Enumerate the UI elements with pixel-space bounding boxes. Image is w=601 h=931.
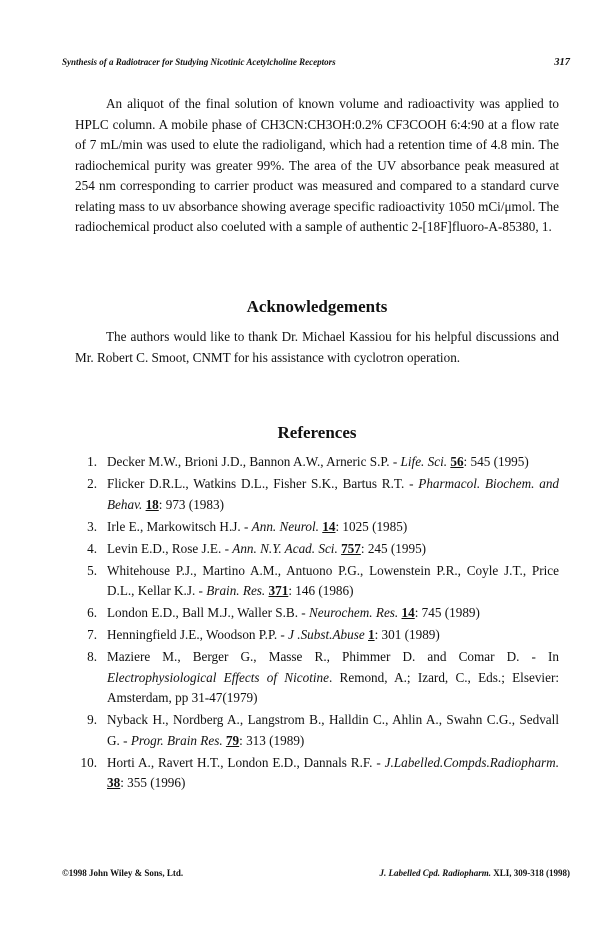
volume-citation: XLI, 309-318 (1998) [493, 868, 570, 878]
reference-authors: Decker M.W., Brioni J.D., Bannon A.W., Arneric S.P. - [107, 454, 401, 469]
reference-number: 3. [87, 518, 97, 534]
reference-number: 1. [87, 454, 97, 469]
reference-journal: Electrophysiological Effects of Nicotine [107, 669, 329, 685]
reference-authors: Flicker D.R.L., Watkins D.L., Fisher S.K., Bartus R.T. - [107, 476, 419, 491]
reference-number: 4. [87, 540, 97, 556]
page-number: 317 [554, 57, 570, 68]
reference-pages: : 545 (1995) [463, 454, 529, 469]
reference-authors: Levin E.D., Rose J.E. - [107, 540, 233, 556]
reference-authors: Irle E., Markowitsch H.J. - [107, 518, 252, 534]
reference-journal: Brain. Res. [206, 583, 266, 598]
journal-citation [379, 868, 570, 878]
reference-journal: Neurochem. Res. [309, 605, 399, 620]
reference-authors: Nyback H., Nordberg A., Langstrom B., Halldin C., Ahlin A., Swahn C.G., Sedvall G. - [107, 712, 559, 748]
reference-authors: Maziere M., Berger G., Masse R., Phimmer D. and Comar D. - In [107, 649, 559, 664]
reference-volume: 757 [341, 540, 361, 556]
running-title: Synthesis of a Radiotracer for Studying Nicotinic Acetylcholine Receptors [62, 57, 336, 67]
journal-name: J. Labelled Cpd. Radiopharm. [379, 868, 491, 878]
reference-volume: 38 [107, 775, 121, 790]
running-head [62, 57, 570, 67]
reference-number: 9. [87, 712, 97, 727]
page-footer [62, 868, 570, 878]
hplc-paragraph: An aliquot of the final solution of known volume and radioactivity was applied to HPLC column. A mobile phase of CH3CN:CH3OH:0.2% CF3COOH 6:4:90 at a flow rate of 7 mL/min was used to elute the radioligand, which had a retention time of 4.8 min. The radiochemical purity was greater 99%. The area of the UV absorbance peak measured at 254 nm corresponding to carrier product was measured and compared to a standard curve relating mass to uv absorbance showing average specific radioactivity 1050 mCi/μmol. The radiochemical product also coeluted with a sample of authentic 2-[18F]fluoro-A-85380, 1. [75, 96, 559, 234]
reference-journal: Progr. Brain Res. [130, 732, 223, 748]
reference-pages: : 973 (1983) [158, 496, 224, 512]
reference-volume: 56 [450, 454, 464, 469]
reference-item [75, 647, 559, 709]
reference-item [75, 517, 559, 538]
reference-item [75, 753, 559, 794]
reference-item [75, 710, 559, 751]
reference-item [75, 603, 559, 624]
reference-pages: : 1025 (1985) [335, 518, 408, 534]
reference-volume: 371 [268, 583, 289, 598]
reference-item [75, 474, 559, 515]
references-heading: References [277, 423, 357, 442]
reference-journal: J.Labelled.Compds.Radiopharm. [384, 754, 559, 770]
reference-pages: : 245 (1995) [360, 540, 427, 556]
reference-journal: Ann. Neurol. [251, 518, 319, 534]
reference-authors: London E.D., Ball M.J., Waller S.B. - [107, 605, 309, 620]
reference-authors: Henningfield J.E., Woodson P.P. - [107, 627, 289, 642]
reference-number: 5. [87, 562, 97, 578]
reference-item [75, 625, 559, 646]
reference-volume: 1 [367, 627, 375, 642]
reference-number: 6. [87, 605, 97, 620]
reference-item [75, 539, 559, 560]
reference-item [75, 452, 559, 473]
reference-pages: : 313 (1989) [239, 732, 305, 748]
reference-pages: : 745 (1989) [414, 605, 480, 620]
reference-pages: : 146 (1986) [288, 583, 354, 598]
reference-number: 10. [80, 754, 97, 770]
reference-authors: Horti A., Ravert H.T., London E.D., Dannals R.F. - [107, 754, 385, 770]
reference-journal: J .Subst.Abuse [288, 627, 365, 642]
reference-volume: 14 [322, 518, 336, 534]
copyright-notice: ©1998 John Wiley & Sons, Ltd. [62, 868, 184, 878]
acknowledgements-text: The authors would like to thank Dr. Michael Kassiou for his helpful discussions and Mr. Robert C. Smoot, CNMT for his assistance with cyclotron operation. [75, 329, 559, 365]
reference-journal: Ann. N.Y. Acad. Sci. [232, 540, 338, 556]
reference-volume: 14 [401, 605, 415, 620]
reference-authors: Whitehouse P.J., Martino A.M., Antuono P.G., Lowenstein P.R., Coyle J.T., Price D.L., Kellar K.J. - [107, 562, 559, 598]
reference-number: 7. [87, 627, 97, 642]
reference-number: 8. [87, 649, 97, 664]
reference-pages: : 355 (1996) [120, 775, 186, 790]
reference-item [75, 561, 559, 602]
reference-number: 2. [87, 476, 97, 491]
reference-list [75, 452, 559, 795]
reference-journal: Life. Sci. [400, 454, 448, 469]
reference-journal: Pharmacol. Biochem. and Behav. [107, 476, 560, 512]
reference-volume: 18 [145, 496, 159, 512]
reference-pages: : 301 (1989) [374, 627, 440, 642]
acknowledgements-heading: Acknowledgements [246, 297, 388, 316]
reference-volume: 79 [225, 732, 240, 748]
reference-pages: . Remond, A.; Izard, C., Eds.; Elsevier: Amsterdam, pp 31-47(1979) [107, 669, 559, 705]
